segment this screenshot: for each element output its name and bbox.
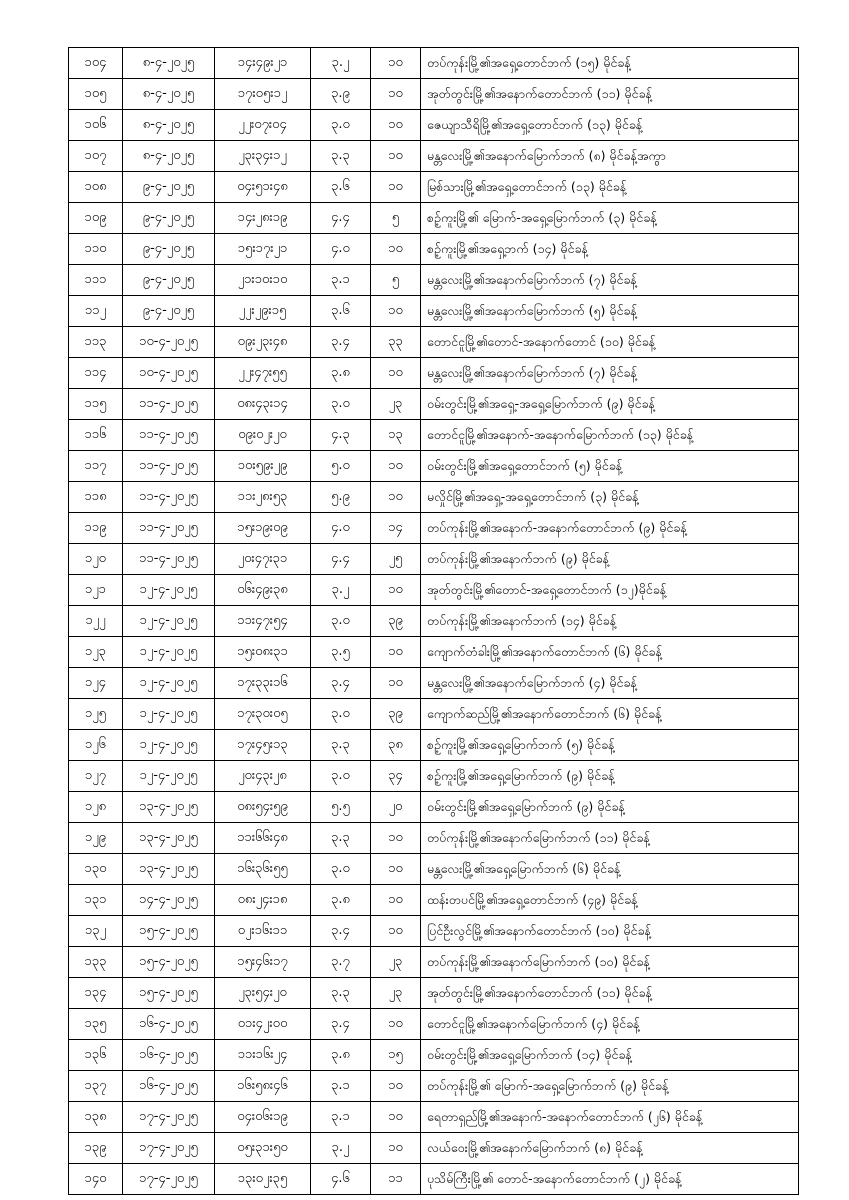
serial-no-cell: ၁၃၇ xyxy=(69,1071,123,1102)
date-cell: ၈-၄-၂၀၂၅ xyxy=(123,48,215,79)
magnitude-cell: ၃.၀ xyxy=(311,761,371,792)
location-cell: တပ်ကုန်းမြို့၏အနောက်မြောက်ဘက် (၁၁) မိုင်ခန့် xyxy=(421,823,799,854)
serial-no-cell: ၁၃၁ xyxy=(69,885,123,916)
location-cell: မန္တလေးမြို့၏အနောက်မြောက်ဘက် (၇) မိုင်ခန့် xyxy=(421,358,799,389)
time-cell: ၀၅း၃၁း၅၀ xyxy=(215,1133,311,1164)
serial-no-cell: ၁၂၁ xyxy=(69,575,123,606)
time-cell: ၂၀း၄၇း၃၁ xyxy=(215,544,311,575)
table-row xyxy=(69,1164,799,1195)
serial-no-cell: ၁၃၂ xyxy=(69,916,123,947)
location-cell: အုတ်တွင်းမြို့၏အနောက်တောင်ဘက် (၁၁) မိုင်ခန့် xyxy=(421,79,799,110)
depth-cell: ၁၀ xyxy=(371,1009,421,1040)
table-row xyxy=(69,172,799,203)
depth-cell: ၁၃ xyxy=(371,420,421,451)
magnitude-cell: ၄.၀ xyxy=(311,513,371,544)
location-cell: မန္တလေးမြို့၏အရှေ့မြောက်ဘက် (၆) မိုင်ခန့် xyxy=(421,854,799,885)
serial-no-cell: ၁၃၆ xyxy=(69,1040,123,1071)
serial-no-cell: ၁၁၆ xyxy=(69,420,123,451)
magnitude-cell: ၃.၀ xyxy=(311,699,371,730)
depth-cell: ၁၀ xyxy=(371,854,421,885)
magnitude-cell: ၃.၅ xyxy=(311,637,371,668)
date-cell: ၁၆-၄-၂၀၂၅ xyxy=(123,1071,215,1102)
location-cell: မန္တလေးမြို့၏အနောက်မြောက်ဘက် (၅) မိုင်ခန့် xyxy=(421,296,799,327)
magnitude-cell: ၃.၈ xyxy=(311,885,371,916)
magnitude-cell: ၃.၄ xyxy=(311,668,371,699)
depth-cell: ၂၅ xyxy=(371,544,421,575)
table-row xyxy=(69,265,799,296)
date-cell: ၁၁-၄-၂၀၂၅ xyxy=(123,389,215,420)
date-cell: ၈-၄-၂၀၂၅ xyxy=(123,110,215,141)
table-row xyxy=(69,420,799,451)
table-row xyxy=(69,1071,799,1102)
depth-cell: ၁၀ xyxy=(371,296,421,327)
serial-no-cell: ၁၂၀ xyxy=(69,544,123,575)
table-row xyxy=(69,761,799,792)
serial-no-cell: ၁၃၀ xyxy=(69,854,123,885)
time-cell: ၁၅း၄၆း၁၇ xyxy=(215,947,311,978)
time-cell: ၀၁း၄၂း၀၀ xyxy=(215,1009,311,1040)
magnitude-cell: ၃.၀ xyxy=(311,389,371,420)
serial-no-cell: ၁၂၂ xyxy=(69,606,123,637)
table-row xyxy=(69,668,799,699)
serial-no-cell: ၁၀၆ xyxy=(69,110,123,141)
location-cell: စဉ့်ကူးမြို့၏အရှေ့ဘက် (၁၄) မိုင်ခန့် xyxy=(421,234,799,265)
time-cell: ၁၄း၂၈း၁၉ xyxy=(215,203,311,234)
magnitude-cell: ၃.၆ xyxy=(311,296,371,327)
time-cell: ၂၂း၀၇း၀၄ xyxy=(215,110,311,141)
date-cell: ၁၁-၄-၂၀၂၅ xyxy=(123,544,215,575)
serial-no-cell: ၁၃၃ xyxy=(69,947,123,978)
date-cell: ၈-၄-၂၀၂၅ xyxy=(123,141,215,172)
serial-no-cell: ၁၃၉ xyxy=(69,1133,123,1164)
magnitude-cell: ၃.၈ xyxy=(311,358,371,389)
location-cell: အုတ်တွင်းမြို့၏တောင်-အရှေ့တောင်ဘက် (၁၂)မိုင်ခန့် xyxy=(421,575,799,606)
depth-cell: ၂၃ xyxy=(371,389,421,420)
table-row xyxy=(69,947,799,978)
time-cell: ၁၇း၃၀း၀၅ xyxy=(215,699,311,730)
location-cell: ထန်းတပင်မြို့၏အရှေ့တောင်ဘက် (၄၉) မိုင်ခန့် xyxy=(421,885,799,916)
depth-cell: ၁၀ xyxy=(371,141,421,172)
time-cell: ၂၃း၅၄း၂၀ xyxy=(215,978,311,1009)
magnitude-cell: ၃.၂ xyxy=(311,1133,371,1164)
date-cell: ၁၇-၄-၂၀၂၅ xyxy=(123,1133,215,1164)
serial-no-cell: ၁၂၇ xyxy=(69,761,123,792)
time-cell: ၁၁း၆၆း၄၈ xyxy=(215,823,311,854)
magnitude-cell: ၃.၃ xyxy=(311,823,371,854)
magnitude-cell: ၃.၃ xyxy=(311,730,371,761)
depth-cell: ၁၀ xyxy=(371,637,421,668)
time-cell: ၂၂း၂၉း၁၅ xyxy=(215,296,311,327)
table-row xyxy=(69,854,799,885)
depth-cell: ၁၀ xyxy=(371,575,421,606)
location-cell: တောင်ငူမြို့၏အနောက်-အနောက်မြောက်ဘက် (၁၃) မိုင်ခန့် xyxy=(421,420,799,451)
depth-cell: ၁၀ xyxy=(371,1102,421,1133)
table-row xyxy=(69,637,799,668)
location-cell: စဉ့်ကူးမြို့၏အရှေ့မြောက်ဘက် (၉) မိုင်ခန့် xyxy=(421,761,799,792)
depth-cell: ၁၀ xyxy=(371,1071,421,1102)
table-row xyxy=(69,885,799,916)
location-cell: ပုသိမ်ကြီးမြို့၏ တောင်-အနောက်တောင်ဘက် (၂) မိုင်ခန့် xyxy=(421,1164,799,1195)
date-cell: ၁၄-၄-၂၀၂၅ xyxy=(123,885,215,916)
date-cell: ၁၁-၄-၂၀၂၅ xyxy=(123,451,215,482)
table-row xyxy=(69,1040,799,1071)
depth-cell: ၁၄ xyxy=(371,513,421,544)
depth-cell: ၃၄ xyxy=(371,761,421,792)
magnitude-cell: ၄.၄ xyxy=(311,544,371,575)
time-cell: ၁၄း၄၉း၂၁ xyxy=(215,48,311,79)
time-cell: ၁၃း၀၂း၃၅ xyxy=(215,1164,311,1195)
location-cell: တပ်ကုန်းမြို့၏အရှေ့တောင်ဘက် (၁၅) မိုင်ခန့် xyxy=(421,48,799,79)
table-row xyxy=(69,358,799,389)
serial-no-cell: ၁၀၅ xyxy=(69,79,123,110)
date-cell: ၁၅-၄-၂၀၂၅ xyxy=(123,916,215,947)
magnitude-cell: ၃.၂ xyxy=(311,575,371,606)
location-cell: တပ်ကုန်းမြို့၏အနောက်-အနောက်တောင်ဘက် (၉) မိုင်ခန့် xyxy=(421,513,799,544)
location-cell: မလှိုင်မြို့၏အရှေ့-အရှေ့တောင်ဘက် (၃) မိုင်ခန့် xyxy=(421,482,799,513)
serial-no-cell: ၁၀၈ xyxy=(69,172,123,203)
time-cell: ၀၈း၄၃း၁၄ xyxy=(215,389,311,420)
magnitude-cell: ၄.၄ xyxy=(311,203,371,234)
date-cell: ၁၀-၄-၂၀၂၅ xyxy=(123,327,215,358)
table-row xyxy=(69,79,799,110)
date-cell: ၁၁-၄-၂၀၂၅ xyxy=(123,420,215,451)
table-row xyxy=(69,730,799,761)
date-cell: ၁၁-၄-၂၀၂၅ xyxy=(123,482,215,513)
table-row xyxy=(69,1133,799,1164)
time-cell: ၀၉း၀၂း၂၀ xyxy=(215,420,311,451)
location-cell: လယ်ဝေးမြို့၏အနောက်မြောက်ဘက် (၈) မိုင်ခန့် xyxy=(421,1133,799,1164)
serial-no-cell: ၁၁၁ xyxy=(69,265,123,296)
date-cell: ၁၃-၄-၂၀၂၅ xyxy=(123,823,215,854)
depth-cell: ၅ xyxy=(371,203,421,234)
time-cell: ၂၁း၁၀း၁၀ xyxy=(215,265,311,296)
table-row xyxy=(69,296,799,327)
time-cell: ၁၇း၃၃း၁၆ xyxy=(215,668,311,699)
time-cell: ၁၁း၄၇း၅၄ xyxy=(215,606,311,637)
magnitude-cell: ၃.၂ xyxy=(311,48,371,79)
table-row xyxy=(69,1102,799,1133)
location-cell: တပ်ကုန်းမြို့၏အနောက်ဘက် (၁၄) မိုင်ခန့် xyxy=(421,606,799,637)
location-cell: ရေတာရှည်မြို့၏အနောက်-အနောက်တောင်ဘက် (၂၆) မိုင်ခန့် xyxy=(421,1102,799,1133)
serial-no-cell: ၁၁၅ xyxy=(69,389,123,420)
time-cell: ၀၈း၂၄း၁၈ xyxy=(215,885,311,916)
serial-no-cell: ၁၂၆ xyxy=(69,730,123,761)
magnitude-cell: ၃.၄ xyxy=(311,1009,371,1040)
table-row xyxy=(69,203,799,234)
time-cell: ၀၉း၂၃း၄၈ xyxy=(215,327,311,358)
serial-no-cell: ၁၁၃ xyxy=(69,327,123,358)
date-cell: ၈-၄-၂၀၂၅ xyxy=(123,79,215,110)
serial-no-cell: ၁၁၈ xyxy=(69,482,123,513)
location-cell: ကျောက်ဆည်မြို့၏အနောက်တောင်ဘက် (၆) မိုင်ခန့် xyxy=(421,699,799,730)
date-cell: ၁၀-၄-၂၀၂၅ xyxy=(123,358,215,389)
location-cell: ကျောက်တံခါးမြို့၏အနောက်တောင်ဘက် (၆) မိုင်ခန့် xyxy=(421,637,799,668)
date-cell: ၉-၄-၂၀၂၅ xyxy=(123,265,215,296)
magnitude-cell: ၃.၃ xyxy=(311,141,371,172)
depth-cell: ၁၀ xyxy=(371,823,421,854)
depth-cell: ၃၈ xyxy=(371,730,421,761)
magnitude-cell: ၃.၇ xyxy=(311,947,371,978)
magnitude-cell: ၃.၀ xyxy=(311,854,371,885)
serial-no-cell: ၁၁၇ xyxy=(69,451,123,482)
depth-cell: ၁၀ xyxy=(371,668,421,699)
magnitude-cell: ၅.၉ xyxy=(311,482,371,513)
time-cell: ၂၂း၄၇း၅၅ xyxy=(215,358,311,389)
time-cell: ၁၆း၅၈း၄၆ xyxy=(215,1071,311,1102)
depth-cell: ၁၀ xyxy=(371,885,421,916)
magnitude-cell: ၄.၀ xyxy=(311,234,371,265)
magnitude-cell: ၅.၀ xyxy=(311,451,371,482)
date-cell: ၁၂-၄-၂၀၂၅ xyxy=(123,668,215,699)
location-cell: ပြင်ဦးလွင်မြို့၏အနောက်တောင်ဘက် (၁၀) မိုင်ခန့် xyxy=(421,916,799,947)
serial-no-cell: ၁၃၈ xyxy=(69,1102,123,1133)
table-row xyxy=(69,482,799,513)
depth-cell: ၂၀ xyxy=(371,792,421,823)
location-cell: တပ်ကုန်းမြို့၏ မြောက်-အရှေ့မြောက်ဘက် (၉) မိုင်ခန့် xyxy=(421,1071,799,1102)
magnitude-cell: ၃.၀ xyxy=(311,110,371,141)
depth-cell: ၁၀ xyxy=(371,1133,421,1164)
location-cell: ဝမ်းတွင်းမြို့၏အရှေ့မြောက်ဘက် (၁၄) မိုင်ခန့် xyxy=(421,1040,799,1071)
magnitude-cell: ၃.၄ xyxy=(311,916,371,947)
depth-cell: ၃၉ xyxy=(371,699,421,730)
time-cell: ၀၄း၅၁း၄၈ xyxy=(215,172,311,203)
location-cell: စဉ့်ကူးမြို့၏အရှေ့မြောက်ဘက် (၅) မိုင်ခန့် xyxy=(421,730,799,761)
date-cell: ၉-၄-၂၀၂၅ xyxy=(123,172,215,203)
depth-cell: ၁၁ xyxy=(371,1164,421,1195)
time-cell: ၁၅း၁၉း၀၉ xyxy=(215,513,311,544)
location-cell: မြစ်သားမြို့၏အရှေ့တောင်ဘက် (၁၃) မိုင်ခန့် xyxy=(421,172,799,203)
time-cell: ၁၇း၀၅း၁၂ xyxy=(215,79,311,110)
serial-no-cell: ၁၁၄ xyxy=(69,358,123,389)
table-row xyxy=(69,916,799,947)
table-row xyxy=(69,792,799,823)
depth-cell: ၁၀ xyxy=(371,358,421,389)
magnitude-cell: ၃.၃ xyxy=(311,978,371,1009)
serial-no-cell: ၁၂၅ xyxy=(69,699,123,730)
date-cell: ၁၆-၄-၂၀၂၅ xyxy=(123,1040,215,1071)
depth-cell: ၁၀ xyxy=(371,172,421,203)
date-cell: ၁၇-၄-၂၀၂၅ xyxy=(123,1164,215,1195)
date-cell: ၁၃-၄-၂၀၂၅ xyxy=(123,792,215,823)
time-cell: ၂၃း၃၄း၁၂ xyxy=(215,141,311,172)
time-cell: ၀၂း၁၆း၁၁ xyxy=(215,916,311,947)
location-cell: တပ်ကုန်းမြို့၏အနောက်မြောက်ဘက် (၁၀) မိုင်ခန့် xyxy=(421,947,799,978)
serial-no-cell: ၁၄၀ xyxy=(69,1164,123,1195)
table-row xyxy=(69,451,799,482)
depth-cell: ၅ xyxy=(371,265,421,296)
table-row xyxy=(69,48,799,79)
date-cell: ၁၃-၄-၂၀၂၅ xyxy=(123,854,215,885)
location-cell: စဉ့်ကူးမြို့၏ မြောက်-အရှေ့မြောက်ဘက် (၃) မိုင်ခန့် xyxy=(421,203,799,234)
serial-no-cell: ၁၀၄ xyxy=(69,48,123,79)
time-cell: ၂၀း၄၃း၂၈ xyxy=(215,761,311,792)
date-cell: ၁၂-၄-၂၀၂၅ xyxy=(123,606,215,637)
table-row xyxy=(69,389,799,420)
date-cell: ၉-၄-၂၀၂၅ xyxy=(123,296,215,327)
magnitude-cell: ၃.၁ xyxy=(311,1102,371,1133)
table-row xyxy=(69,575,799,606)
serial-no-cell: ၁၁၂ xyxy=(69,296,123,327)
date-cell: ၉-၄-၂၀၂၅ xyxy=(123,203,215,234)
serial-no-cell: ၁၁၀ xyxy=(69,234,123,265)
depth-cell: ၁၀ xyxy=(371,234,421,265)
depth-cell: ၃၉ xyxy=(371,606,421,637)
location-cell: တောင်ငူမြို့၏အနောက်မြောက်ဘက် (၄) မိုင်ခန့် xyxy=(421,1009,799,1040)
time-cell: ၁၅း၁၇း၂၁ xyxy=(215,234,311,265)
magnitude-cell: ၃.၀ xyxy=(311,606,371,637)
serial-no-cell: ၁၂၄ xyxy=(69,668,123,699)
time-cell: ၀၆း၄၉း၃၈ xyxy=(215,575,311,606)
serial-no-cell: ၁၀၉ xyxy=(69,203,123,234)
time-cell: ၀၄း၀၆း၁၉ xyxy=(215,1102,311,1133)
location-cell: မန္တလေးမြို့၏အနောက်မြောက်ဘက် (၄) မိုင်ခန့် xyxy=(421,668,799,699)
depth-cell: ၁၀ xyxy=(371,48,421,79)
location-cell: တပ်ကုန်းမြို့၏အနောက်ဘက် (၉) မိုင်ခန့် xyxy=(421,544,799,575)
location-cell: ဝမ်းတွင်းမြို့၏အရှေ့-အရှေ့မြောက်ဘက် (၉) မိုင်ခန့် xyxy=(421,389,799,420)
table-row xyxy=(69,699,799,730)
table-row xyxy=(69,141,799,172)
serial-no-cell: ၁၂၉ xyxy=(69,823,123,854)
depth-cell: ၁၀ xyxy=(371,482,421,513)
magnitude-cell: ၃.၁ xyxy=(311,265,371,296)
table-row xyxy=(69,544,799,575)
table-row xyxy=(69,513,799,544)
serial-no-cell: ၁၂၈ xyxy=(69,792,123,823)
magnitude-cell: ၃.၄ xyxy=(311,327,371,358)
serial-no-cell: ၁၁၉ xyxy=(69,513,123,544)
magnitude-cell: ၃.၈ xyxy=(311,1040,371,1071)
date-cell: ၁၅-၄-၂၀၂၅ xyxy=(123,978,215,1009)
time-cell: ၁၅း၀၈း၃၁ xyxy=(215,637,311,668)
location-cell: ဝမ်းတွင်းမြို့၏အရှေ့တောင်ဘက် (၅) မိုင်ခန့် xyxy=(421,451,799,482)
date-cell: ၁၂-၄-၂၀၂၅ xyxy=(123,730,215,761)
table-row xyxy=(69,234,799,265)
location-cell: ဝမ်းတွင်းမြို့၏အရှေ့မြောက်ဘက် (၉) မိုင်ခန့် xyxy=(421,792,799,823)
depth-cell: ၁၀ xyxy=(371,916,421,947)
magnitude-cell: ၄.၆ xyxy=(311,1164,371,1195)
table-row xyxy=(69,606,799,637)
depth-cell: ၃၃ xyxy=(371,327,421,358)
date-cell: ၁၇-၄-၂၀၂၅ xyxy=(123,1102,215,1133)
date-cell: ၁၆-၄-၂၀၂၅ xyxy=(123,1009,215,1040)
depth-cell: ၁၀ xyxy=(371,110,421,141)
depth-cell: ၁၀ xyxy=(371,451,421,482)
time-cell: ၁၁း၂၈း၅၃ xyxy=(215,482,311,513)
date-cell: ၁၂-၄-၂၀၂၅ xyxy=(123,699,215,730)
table-row xyxy=(69,1009,799,1040)
magnitude-cell: ၃.၉ xyxy=(311,79,371,110)
time-cell: ၁၇း၄၅း၁၃ xyxy=(215,730,311,761)
location-cell: မန္တလေးမြို့၏အနောက်မြောက်ဘက် (၈) မိုင်ခန့်အကွာ xyxy=(421,141,799,172)
magnitude-cell: ၃.၁ xyxy=(311,1071,371,1102)
date-cell: ၁၅-၄-၂၀၂၅ xyxy=(123,947,215,978)
table-row xyxy=(69,823,799,854)
depth-cell: ၂၃ xyxy=(371,978,421,1009)
time-cell: ၁၀း၅၉း၂၉ xyxy=(215,451,311,482)
table-row xyxy=(69,327,799,358)
serial-no-cell: ၁၃၅ xyxy=(69,1009,123,1040)
location-cell: ဇေယျာသီရိမြို့၏အရှေ့တောင်ဘက် (၁၃) မိုင်ခန့် xyxy=(421,110,799,141)
time-cell: ၀၈း၅၄း၅၉ xyxy=(215,792,311,823)
location-cell: တောင်ငူမြို့၏တောင်-အနောက်တောင် (၁၀) မိုင်ခန့် xyxy=(421,327,799,358)
earthquake-table xyxy=(68,47,799,1195)
serial-no-cell: ၁၂၃ xyxy=(69,637,123,668)
depth-cell: ၂၃ xyxy=(371,947,421,978)
date-cell: ၁၂-၄-၂၀၂၅ xyxy=(123,637,215,668)
time-cell: ၁၆း၃၆း၅၅ xyxy=(215,854,311,885)
date-cell: ၁၂-၄-၂၀၂၅ xyxy=(123,761,215,792)
location-cell: အုတ်တွင်းမြို့၏အနောက်တောင်ဘက် (၁၁) မိုင်ခန့် xyxy=(421,978,799,1009)
table-row xyxy=(69,978,799,1009)
serial-no-cell: ၁၃၄ xyxy=(69,978,123,1009)
table-body xyxy=(69,48,799,1195)
table-row xyxy=(69,110,799,141)
location-cell: မန္တလေးမြို့၏အနောက်မြောက်ဘက် (၇) မိုင်ခန့် xyxy=(421,265,799,296)
time-cell: ၁၁း၁၆း၂၄ xyxy=(215,1040,311,1071)
depth-cell: ၁၀ xyxy=(371,79,421,110)
magnitude-cell: ၅.၅ xyxy=(311,792,371,823)
date-cell: ၁၁-၄-၂၀၂၅ xyxy=(123,513,215,544)
magnitude-cell: ၃.၆ xyxy=(311,172,371,203)
serial-no-cell: ၁၀၇ xyxy=(69,141,123,172)
magnitude-cell: ၄.၃ xyxy=(311,420,371,451)
date-cell: ၉-၄-၂၀၂၅ xyxy=(123,234,215,265)
date-cell: ၁၂-၄-၂၀၂၅ xyxy=(123,575,215,606)
depth-cell: ၁၅ xyxy=(371,1040,421,1071)
